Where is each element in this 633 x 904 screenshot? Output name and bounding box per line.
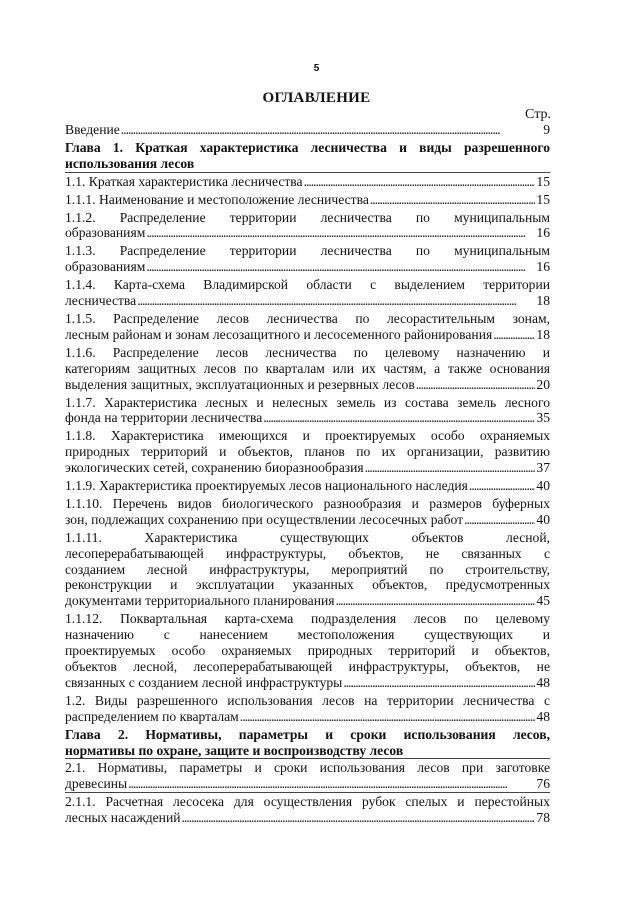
toc-entry-text: назначению с нанесением местоположения существующих и [65, 627, 550, 643]
toc-entry-text: проектируемых особо охраняемых природных территорий и объектов, [65, 643, 550, 659]
dot-leader [146, 225, 535, 241]
dot-leader [365, 460, 536, 476]
dot-leader [370, 192, 536, 208]
toc-entry [65, 243, 550, 276]
toc-page-number: 78 [536, 810, 550, 826]
toc-entry-text: 1.1.6. Распределение лесов лесничества по целевому назначению и [65, 344, 550, 360]
toc-page-number: 76 [536, 776, 550, 792]
toc-page-number: 20 [536, 376, 550, 392]
toc-entry-last-line [65, 512, 550, 528]
toc-entry-last-line [65, 225, 550, 241]
toc-entry-last-line [65, 410, 550, 426]
toc-entry-text: 1.1.8. Характеристика имеющихся и проектируемых особо охраняемых [65, 428, 550, 444]
toc-page-number: 18 [536, 293, 550, 309]
toc-entry-text: лесоперерабатывающей инфраструктуры, объектов, не связанных с [65, 545, 550, 561]
toc-entry-last-line [65, 776, 550, 792]
toc-entry-last-line [65, 377, 550, 393]
toc-entry-last-line [65, 259, 550, 275]
toc-entry-last-line [65, 174, 550, 190]
toc-entry-text: 1.2. Виды разрешенного использования лесов на территории лесничества с [65, 692, 550, 708]
toc-entry-text: Глава 2. Нормативы, параметры и сроки использования лесов, [65, 726, 550, 742]
toc-entry [65, 192, 550, 209]
toc-page-number: 35 [536, 410, 550, 426]
toc-entry [65, 428, 550, 477]
toc-entry-last-line [65, 593, 550, 609]
toc-entry-text: лесничества [65, 293, 137, 309]
toc-entry-text: 1.1.10. Перечень видов биологического разнообразия и размеров буферных [65, 495, 550, 511]
toc-entry-text: лесных насаждений [65, 810, 181, 826]
toc-entry-text: Введение [65, 122, 120, 137]
toc-entry-text: созданием лесной инфраструктуры, мероприятий по строительству, [65, 561, 550, 577]
toc-entry-text: 1.1.5. Распределение лесов лесничества по лесорастительным зонам, [65, 310, 550, 326]
page-number: 5 [313, 63, 320, 74]
toc-entry [65, 311, 550, 344]
toc-entry-last-line [65, 460, 550, 476]
dot-leader [336, 593, 536, 609]
toc-entry-text: зон, подлежащих сохранению при осуществлении лесосечных работ [65, 511, 464, 527]
toc-entry [65, 478, 550, 495]
toc-entry-last-line [65, 327, 550, 343]
dot-leader [146, 259, 535, 275]
toc-entry-text: использования лесов [65, 155, 195, 171]
toc-entry-text: 1.1. Краткая характеристика лесничества [65, 173, 303, 189]
toc-page-number: 48 [536, 674, 550, 690]
toc-entry-text: объектов лесной, лесоперерабатывающей инфраструктуры, объектов, не [65, 659, 550, 674]
toc-entry-text: 1.1.7. Характеристика лесных и нелесных земель из состава земель лесного [65, 394, 550, 410]
toc-entry-text: древесины [65, 776, 128, 792]
toc-entry-text: 1.1.4. Карта-схема Владимирской области с выделением территории [65, 277, 550, 293]
page-column-label: Стр. [525, 107, 551, 122]
toc-entry [65, 760, 550, 793]
toc-chapter-heading [65, 727, 550, 760]
dot-leader [469, 478, 535, 494]
toc-entry [65, 496, 550, 529]
toc-entry-last-line [65, 709, 550, 725]
toc-entry-text: Глава 1. Краткая характеристика лесничества и виды разрешенного [65, 139, 550, 155]
toc-page-number: 37 [536, 460, 550, 476]
toc-entry-last-line [65, 192, 550, 208]
toc-entry-text: 1.1.3. Распределение территории лесничества по муниципальным [65, 243, 550, 259]
toc-entry [65, 210, 550, 243]
toc-entry-last-line [65, 293, 550, 309]
toc-entry-text: образованиям [65, 225, 146, 241]
toc-entry-text: нормативы по охране, защите и воспроизводству лесов [65, 742, 404, 758]
toc-entry-text: 1.1.2. Распределение территории лесничества по муниципальным [65, 209, 550, 225]
dot-leader [137, 293, 535, 309]
dot-leader [240, 709, 536, 725]
toc-entry-text: 1.1.11. Характеристика существующих объектов лесной, [65, 529, 550, 545]
table-of-contents [65, 122, 550, 828]
toc-entry [65, 693, 550, 726]
toc-entry-text: категориям защитных лесов по кварталам или их частям, а также основания [65, 360, 550, 376]
toc-page-number: 16 [536, 225, 550, 241]
dot-leader [304, 174, 536, 190]
toc-entry-last-line [65, 478, 550, 494]
toc-entry [65, 174, 550, 191]
toc-page-number: 45 [536, 593, 550, 609]
toc-entry-text: образованиям [65, 259, 146, 275]
toc-entry-text: документами территориального планирования [65, 593, 335, 609]
toc-entry-text: 1.1.9. Характеристика проектируемых лесов национального наследия [65, 478, 468, 494]
toc-entry-text: 2.1. Нормативы, параметры и сроки использования лесов при заготовке [65, 760, 550, 776]
toc-entry-text: выделения защитных, эксплуатационных и резервных лесов [65, 376, 415, 392]
dot-leader [121, 122, 542, 138]
toc-entry-text: фонда на территории лесничества [65, 410, 263, 426]
toc-entry [65, 277, 550, 310]
toc-page-number: 40 [536, 478, 550, 494]
dot-leader [182, 810, 536, 826]
toc-entry [65, 395, 550, 428]
toc-entry-text: связанных с созданием лесной инфраструктуры [65, 674, 343, 690]
dot-leader [263, 410, 535, 426]
toc-page-number: 48 [536, 708, 550, 724]
toc-entry-last-line [65, 810, 550, 826]
toc-page-number: 16 [536, 259, 550, 275]
document-title: ОГЛАВЛЕНИЕ [262, 90, 371, 106]
toc-entry-text: лесным районам и зонам лесозащитного и лесосеменного районирования [65, 326, 493, 342]
toc-page-number: 9 [543, 122, 550, 137]
dot-leader [493, 327, 535, 343]
toc-entry [65, 122, 550, 139]
toc-page-number: 40 [536, 511, 550, 527]
toc-page-number: 18 [536, 326, 550, 342]
toc-entry-text: природных территорий и объектов, планов по их организации, развитию [65, 444, 550, 460]
toc-chapter-heading [65, 140, 550, 173]
toc-entry-text: экологических сетей, сохранению биоразнообразия [65, 460, 364, 476]
toc-entry-last-line [65, 122, 550, 138]
dot-leader [128, 776, 535, 792]
toc-entry-text: 1.1.12. Поквартальная карта-схема подразделения лесов по целевому [65, 611, 550, 627]
toc-entry [65, 794, 550, 827]
toc-entry-text: 1.1.1. Наименование и местоположение лесничества [65, 191, 369, 207]
toc-entry-text: 2.1.1. Расчетная лесосека для осуществления рубок спелых и перестойных [65, 794, 550, 810]
toc-entry-last-line [65, 675, 550, 691]
dot-leader [343, 675, 535, 691]
dot-leader [416, 377, 536, 393]
toc-entry [65, 530, 550, 611]
toc-page-number: 15 [536, 173, 550, 189]
toc-entry-text: реконструкции и эксплуатации указанных объектов, предусмотренных [65, 577, 550, 593]
toc-page-number: 15 [536, 191, 550, 207]
dot-leader [464, 512, 535, 528]
toc-entry [65, 345, 550, 394]
toc-entry-text: распределением по кварталам [65, 708, 239, 724]
toc-entry [65, 611, 550, 692]
